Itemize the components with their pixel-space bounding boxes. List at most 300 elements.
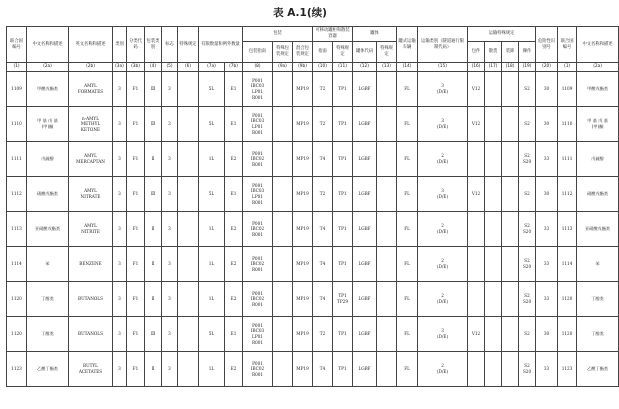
special-packing-cell — [273, 107, 293, 142]
packages-provision-cell: V12 — [468, 107, 485, 142]
classification-code-cell: F1 — [127, 212, 145, 247]
excepted-quantity-cell: E2 — [225, 282, 243, 317]
tank-instruction-cell: T2 — [313, 107, 333, 142]
header-operation: 操作 — [519, 42, 536, 63]
class-cell: 3 — [113, 142, 127, 177]
excepted-quantity-cell: E2 — [225, 352, 243, 387]
tank-code-special-cell — [377, 247, 397, 282]
special-provisions-cell — [178, 177, 199, 212]
english-name-cell: BUTYL ACETATES — [69, 352, 113, 387]
column-number: (7a) — [199, 63, 225, 72]
transport-category-cell: 2 (D/E) — [418, 247, 468, 282]
mixed-packing-cell: MP19 — [293, 107, 313, 142]
operation-provision-cell: S2 S20 — [519, 282, 536, 317]
operation-provision-cell: S2 — [519, 107, 536, 142]
column-number: (12) — [353, 63, 377, 72]
tank-instruction-cell: T2 — [313, 317, 333, 352]
english-name-cell: AMYL MERCAPTAN — [69, 142, 113, 177]
un-cell: 1111 — [7, 142, 27, 177]
tank-vehicle-cell: FL — [397, 247, 418, 282]
tank-special-cell: TP1 TP29 — [333, 282, 353, 317]
tank-code-special-cell — [377, 282, 397, 317]
header-class: 类别 — [113, 27, 127, 63]
header-bulk: 散货 — [485, 42, 502, 63]
classification-code-cell: F1 — [127, 107, 145, 142]
tank-special-cell: TP1 — [333, 72, 353, 107]
hazard-id-cell: 30 — [536, 72, 558, 107]
header-mixed-packing: 混合包装规定 — [293, 42, 313, 63]
loading-provision-cell — [502, 247, 519, 282]
header-chinese-name: 中文名称和描述 — [27, 27, 69, 63]
un-cell-right: 1123 — [558, 352, 577, 387]
tank-code-cell: LGBF — [353, 247, 377, 282]
header-tank-vehicle: 罐式运输车辆 — [397, 27, 418, 63]
transport-category-cell: 3 (D/E) — [418, 107, 468, 142]
special-provisions-cell — [178, 352, 199, 387]
bulk-provision-cell — [485, 317, 502, 352]
transport-category-cell: 3 (D/E) — [418, 317, 468, 352]
header-hazard-id: 危险性识别号 — [536, 27, 558, 63]
transport-category-cell: 2 (D/E) — [418, 282, 468, 317]
excepted-quantity-cell: E2 — [225, 212, 243, 247]
tank-code-special-cell — [377, 212, 397, 247]
tank-vehicle-cell: FL — [397, 317, 418, 352]
packing-group-cell: Ⅱ — [145, 247, 162, 282]
tank-code-special-cell — [377, 177, 397, 212]
un-cell-right: 1120 — [558, 282, 577, 317]
hazard-id-cell: 33 — [536, 212, 558, 247]
tank-vehicle-cell: FL — [397, 107, 418, 142]
mixed-packing-cell: MP19 — [293, 212, 313, 247]
operation-provision-cell: S2 — [519, 317, 536, 352]
header-rtc-tanks: 罐体 — [353, 27, 397, 42]
loading-provision-cell — [502, 107, 519, 142]
operation-provision-cell: S2 — [519, 177, 536, 212]
un-cell-right: 1112 — [558, 177, 577, 212]
table-row — [7, 142, 619, 177]
classification-code-cell: F1 — [127, 352, 145, 387]
un-cell: 1120 — [7, 282, 27, 317]
english-name-cell: BUTANOLS — [69, 282, 113, 317]
label-cell: 3 — [162, 107, 178, 142]
special-packing-cell — [273, 352, 293, 387]
special-packing-cell — [273, 142, 293, 177]
tank-vehicle-cell: FL — [397, 212, 418, 247]
column-number: (11) — [333, 63, 353, 72]
packing-group-cell: Ⅱ — [145, 282, 162, 317]
un-cell: 1110 — [7, 107, 27, 142]
tank-special-cell: TP1 — [333, 352, 353, 387]
packages-provision-cell — [468, 282, 485, 317]
chinese-name-cell: 戊硫醇 — [27, 142, 69, 177]
class-cell: 3 — [113, 177, 127, 212]
tank-vehicle-cell: FL — [397, 282, 418, 317]
column-number: (18) — [502, 63, 519, 72]
tank-instruction-cell: T4 — [313, 247, 333, 282]
mixed-packing-cell: MP19 — [293, 72, 313, 107]
transport-category-cell: 3 (D/E) — [418, 177, 468, 212]
bulk-provision-cell — [485, 247, 502, 282]
chinese-name-cell: 甲酸戊酯类 — [27, 72, 69, 107]
column-number: (1) — [7, 63, 27, 72]
tank-instruction-cell: T4 — [313, 282, 333, 317]
column-number: (20) — [536, 63, 558, 72]
excepted-quantity-cell: E1 — [225, 317, 243, 352]
special-provisions-cell — [178, 282, 199, 317]
column-number: (1) — [558, 63, 577, 72]
tank-code-special-cell — [377, 352, 397, 387]
column-number: (9a) — [273, 63, 293, 72]
header-tank-code-special: 特殊规定 — [377, 42, 397, 63]
header-transport-special-provisions: 运输特殊规定 — [468, 27, 536, 42]
tank-code-special-cell — [377, 317, 397, 352]
classification-code-cell: F1 — [127, 177, 145, 212]
hazard-id-cell: 33 — [536, 282, 558, 317]
table-row — [7, 352, 619, 387]
column-number: (17) — [485, 63, 502, 72]
tank-instruction-cell: T4 — [313, 212, 333, 247]
packing-group-cell: Ⅲ — [145, 72, 162, 107]
tank-code-special-cell — [377, 107, 397, 142]
class-cell: 3 — [113, 72, 127, 107]
column-number: (14) — [397, 63, 418, 72]
header-packages: 包件 — [468, 42, 485, 63]
header-tank-special: 特殊规定 — [333, 42, 353, 63]
column-number-row — [7, 63, 619, 72]
class-cell: 3 — [113, 247, 127, 282]
special-packing-cell — [273, 282, 293, 317]
tank-instruction-cell: T2 — [313, 177, 333, 212]
packing-group-cell: Ⅲ — [145, 107, 162, 142]
english-name-cell: BUTANOLS — [69, 317, 113, 352]
packing-group-cell: Ⅲ — [145, 177, 162, 212]
header-special-packing: 特殊包装规定 — [273, 42, 293, 63]
loading-provision-cell — [502, 142, 519, 177]
un-cell-right: 1111 — [558, 142, 577, 177]
class-cell: 3 — [113, 352, 127, 387]
packing-instruction-cell: P001 IBC03 LP01 R001 — [243, 177, 273, 212]
bulk-provision-cell — [485, 107, 502, 142]
un-cell: 1123 — [7, 352, 27, 387]
tank-special-cell: TP1 — [333, 247, 353, 282]
table-row — [7, 282, 619, 317]
label-cell: 3 — [162, 212, 178, 247]
tank-code-cell: LGBF — [353, 177, 377, 212]
special-packing-cell — [273, 212, 293, 247]
bulk-provision-cell — [485, 282, 502, 317]
special-provisions-cell — [178, 212, 199, 247]
operation-provision-cell: S2 S20 — [519, 247, 536, 282]
chinese-name-cell: 丁醇类 — [27, 317, 69, 352]
special-packing-cell — [273, 72, 293, 107]
special-provisions-cell — [178, 107, 199, 142]
label-cell: 3 — [162, 72, 178, 107]
packages-provision-cell — [468, 212, 485, 247]
special-provisions-cell — [178, 142, 199, 177]
label-cell: 3 — [162, 142, 178, 177]
mixed-packing-cell: MP19 — [293, 282, 313, 317]
tank-code-cell: LGBF — [353, 72, 377, 107]
excepted-quantity-cell: E1 — [225, 72, 243, 107]
classification-code-cell: F1 — [127, 142, 145, 177]
column-number: (15) — [418, 63, 468, 72]
tank-instruction-cell: T4 — [313, 142, 333, 177]
label-cell: 3 — [162, 247, 178, 282]
mixed-packing-cell: MP19 — [293, 317, 313, 352]
mixed-packing-cell: MP19 — [293, 352, 313, 387]
limited-quantity-cell: 5L — [199, 177, 225, 212]
chinese-name-cell-right: 戊硫醇 — [577, 142, 619, 177]
un-cell-right: 1110 — [558, 107, 577, 142]
header-un-number: 联合国编号 — [7, 27, 27, 63]
loading-provision-cell — [502, 317, 519, 352]
un-cell: 1109 — [7, 72, 27, 107]
operation-provision-cell: S2 S20 — [519, 352, 536, 387]
classification-code-cell: F1 — [127, 282, 145, 317]
packages-provision-cell: V12 — [468, 72, 485, 107]
bulk-provision-cell — [485, 212, 502, 247]
column-number: (2b) — [69, 63, 113, 72]
dangerous-goods-table — [6, 26, 619, 387]
hazard-id-cell: 33 — [536, 142, 558, 177]
header-classification-code: 分类代码 — [127, 27, 145, 63]
table-caption: 表 A.1(续) — [273, 7, 327, 19]
label-cell: 3 — [162, 282, 178, 317]
table-row — [7, 212, 619, 247]
packages-provision-cell — [468, 247, 485, 282]
hazard-id-cell: 33 — [536, 352, 558, 387]
chinese-name-cell: 丁醇类 — [27, 282, 69, 317]
label-cell: 3 — [162, 352, 178, 387]
limited-quantity-cell: 1L — [199, 247, 225, 282]
chinese-name-cell-right: 丁醇类 — [577, 317, 619, 352]
packing-instruction-cell: P001 IBC03 LP01 R001 — [243, 72, 273, 107]
tank-code-cell: LGBF — [353, 317, 377, 352]
tank-code-cell: LGBF — [353, 107, 377, 142]
chinese-name-cell: 硝酸戊酯类 — [27, 177, 69, 212]
hazard-id-cell: 33 — [536, 247, 558, 282]
special-provisions-cell — [178, 72, 199, 107]
english-name-cell: AMYL NITRITE — [69, 212, 113, 247]
packing-group-cell: Ⅱ — [145, 352, 162, 387]
transport-category-cell: 2 (D/E) — [418, 212, 468, 247]
limited-quantity-cell: 5L — [199, 72, 225, 107]
header-special-provisions: 特殊规定 — [178, 27, 199, 63]
bulk-provision-cell — [485, 177, 502, 212]
un-cell: 1113 — [7, 212, 27, 247]
packing-instruction-cell: P001 IBC03 LP01 R001 — [243, 107, 273, 142]
hazard-id-cell: 30 — [536, 317, 558, 352]
column-number: (2a) — [577, 63, 619, 72]
english-name-cell: n-AMYL METHYL KETONE — [69, 107, 113, 142]
excepted-quantity-cell: E2 — [225, 247, 243, 282]
tank-vehicle-cell: FL — [397, 177, 418, 212]
header-limited-quantities: 有限数量和例外数量 — [199, 27, 243, 63]
bulk-provision-cell — [485, 72, 502, 107]
loading-provision-cell — [502, 282, 519, 317]
column-number: (3a) — [113, 63, 127, 72]
limited-quantity-cell: 1L — [199, 212, 225, 247]
tank-code-cell: LGBF — [353, 282, 377, 317]
chinese-name-cell-right: 亚硝酸戊酯类 — [577, 212, 619, 247]
mixed-packing-cell: MP19 — [293, 177, 313, 212]
tank-instruction-cell: T4 — [313, 352, 333, 387]
class-cell: 3 — [113, 212, 127, 247]
hazard-id-cell: 30 — [536, 107, 558, 142]
english-name-cell: AMYL FORMATES — [69, 72, 113, 107]
limited-quantity-cell: 1L — [199, 352, 225, 387]
table-row — [7, 317, 619, 352]
column-number: (5) — [162, 63, 178, 72]
chinese-name-cell: 甲 基 戊 基 (甲)酮 — [27, 107, 69, 142]
header-un-number-right: 联合国编号 — [558, 27, 577, 63]
label-cell: 3 — [162, 317, 178, 352]
table-row — [7, 247, 619, 282]
packages-provision-cell — [468, 352, 485, 387]
table-body — [7, 72, 619, 387]
un-cell: 1120 — [7, 317, 27, 352]
header-transport-category: 运输类别（隧道通行限制代码） — [418, 27, 468, 63]
transport-category-cell: 2 (D/E) — [418, 142, 468, 177]
operation-provision-cell: S2 — [519, 72, 536, 107]
header-chinese-name-right: 中文名称和描述 — [577, 27, 619, 63]
label-cell: 3 — [162, 177, 178, 212]
chinese-name-cell-right: 甲酸戊酯类 — [577, 72, 619, 107]
packing-instruction-cell: P001 IBC02 R001 — [243, 247, 273, 282]
tank-vehicle-cell: FL — [397, 72, 418, 107]
header-loading: 装卸 — [502, 42, 519, 63]
tank-vehicle-cell: FL — [397, 142, 418, 177]
un-cell: 1112 — [7, 177, 27, 212]
classification-code-cell: F1 — [127, 72, 145, 107]
chinese-name-cell-right: 甲 基 戊 基 (甲)酮 — [577, 107, 619, 142]
packing-instruction-cell: P001 IBC02 R001 — [243, 282, 273, 317]
loading-provision-cell — [502, 177, 519, 212]
classification-code-cell: F1 — [127, 317, 145, 352]
column-number: (13) — [377, 63, 397, 72]
column-number: (3b) — [127, 63, 145, 72]
header-packing-instructions: 包装指南 — [243, 42, 273, 63]
bulk-provision-cell — [485, 352, 502, 387]
special-packing-cell — [273, 177, 293, 212]
column-number: (2a) — [27, 63, 69, 72]
column-number: (10) — [313, 63, 333, 72]
loading-provision-cell — [502, 212, 519, 247]
packing-instruction-cell: P001 IBC03 LP01 R001 — [243, 317, 273, 352]
un-cell: 1114 — [7, 247, 27, 282]
english-name-cell: AMYL NITRATE — [69, 177, 113, 212]
column-number: (6) — [178, 63, 199, 72]
chinese-name-cell: 乙酸丁酯类 — [27, 352, 69, 387]
header-packing-group-cell: 包装 — [243, 27, 313, 42]
class-cell: 3 — [113, 317, 127, 352]
limited-quantity-cell: 1L — [199, 142, 225, 177]
table-row — [7, 177, 619, 212]
packing-instruction-cell: P001 IBC02 R001 — [243, 352, 273, 387]
column-number: (19) — [519, 63, 536, 72]
special-packing-cell — [273, 247, 293, 282]
header-english-name: 英文名称和描述 — [69, 27, 113, 63]
mixed-packing-cell: MP19 — [293, 247, 313, 282]
tank-instruction-cell: T2 — [313, 72, 333, 107]
tank-vehicle-cell: FL — [397, 352, 418, 387]
tank-code-cell: LGBF — [353, 352, 377, 387]
limited-quantity-cell: 5L — [199, 317, 225, 352]
class-cell: 3 — [113, 282, 127, 317]
excepted-quantity-cell: E2 — [225, 142, 243, 177]
packing-instruction-cell: P001 IBC02 R001 — [243, 142, 273, 177]
loading-provision-cell — [502, 352, 519, 387]
english-name-cell: BENZENE — [69, 247, 113, 282]
header-packing-group: 包装类别 — [145, 27, 162, 63]
transport-category-cell: 3 (D/E) — [418, 72, 468, 107]
tank-special-cell: TP1 — [333, 317, 353, 352]
table-row — [7, 72, 619, 107]
packages-provision-cell: V12 — [468, 177, 485, 212]
column-number: (16) — [468, 63, 485, 72]
tank-code-cell: LGBF — [353, 212, 377, 247]
packing-group-cell: Ⅱ — [145, 142, 162, 177]
classification-code-cell: F1 — [127, 247, 145, 282]
un-cell-right: 1109 — [558, 72, 577, 107]
un-cell-right: 1120 — [558, 317, 577, 352]
limited-quantity-cell: 1L — [199, 282, 225, 317]
tank-special-cell: TP1 — [333, 177, 353, 212]
transport-category-cell: 2 (D/E) — [418, 352, 468, 387]
tank-code-special-cell — [377, 142, 397, 177]
chinese-name-cell-right: 乙酸丁酯类 — [577, 352, 619, 387]
chinese-name-cell-right: 硝酸戊酯类 — [577, 177, 619, 212]
chinese-name-cell-right: 苯 — [577, 247, 619, 282]
table-row — [7, 107, 619, 142]
excepted-quantity-cell: E1 — [225, 107, 243, 142]
header-label: 标志 — [162, 27, 178, 63]
special-packing-cell — [273, 317, 293, 352]
limited-quantity-cell: 5L — [199, 107, 225, 142]
tank-special-cell: TP1 — [333, 212, 353, 247]
tank-special-cell: TP1 — [333, 107, 353, 142]
loading-provision-cell — [502, 72, 519, 107]
packing-group-cell: Ⅲ — [145, 317, 162, 352]
chinese-name-cell: 苯 — [27, 247, 69, 282]
column-number: (4) — [145, 63, 162, 72]
special-provisions-cell — [178, 317, 199, 352]
hazard-id-cell: 30 — [536, 177, 558, 212]
packages-provision-cell — [468, 142, 485, 177]
header-portable-tanks: 可移动罐柜和散装容器 — [313, 27, 353, 42]
packages-provision-cell: V12 — [468, 317, 485, 352]
operation-provision-cell: S2 S20 — [519, 142, 536, 177]
packing-group-cell: Ⅱ — [145, 212, 162, 247]
tank-code-special-cell — [377, 72, 397, 107]
column-number: (9b) — [293, 63, 313, 72]
class-cell: 3 — [113, 107, 127, 142]
header-tank-code: 罐体代码 — [353, 42, 377, 63]
header-tank-instructions: 指南 — [313, 42, 333, 63]
excepted-quantity-cell: E1 — [225, 177, 243, 212]
bulk-provision-cell — [485, 142, 502, 177]
chinese-name-cell-right: 丁醇类 — [577, 282, 619, 317]
chinese-name-cell: 亚硝酸戊酯类 — [27, 212, 69, 247]
un-cell-right: 1114 — [558, 247, 577, 282]
special-provisions-cell — [178, 247, 199, 282]
tank-special-cell: TP1 — [333, 142, 353, 177]
mixed-packing-cell: MP19 — [293, 142, 313, 177]
packing-instruction-cell: P001 IBC02 R001 — [243, 212, 273, 247]
column-number: (7b) — [225, 63, 243, 72]
operation-provision-cell: S2 S20 — [519, 212, 536, 247]
column-number: (8) — [243, 63, 273, 72]
